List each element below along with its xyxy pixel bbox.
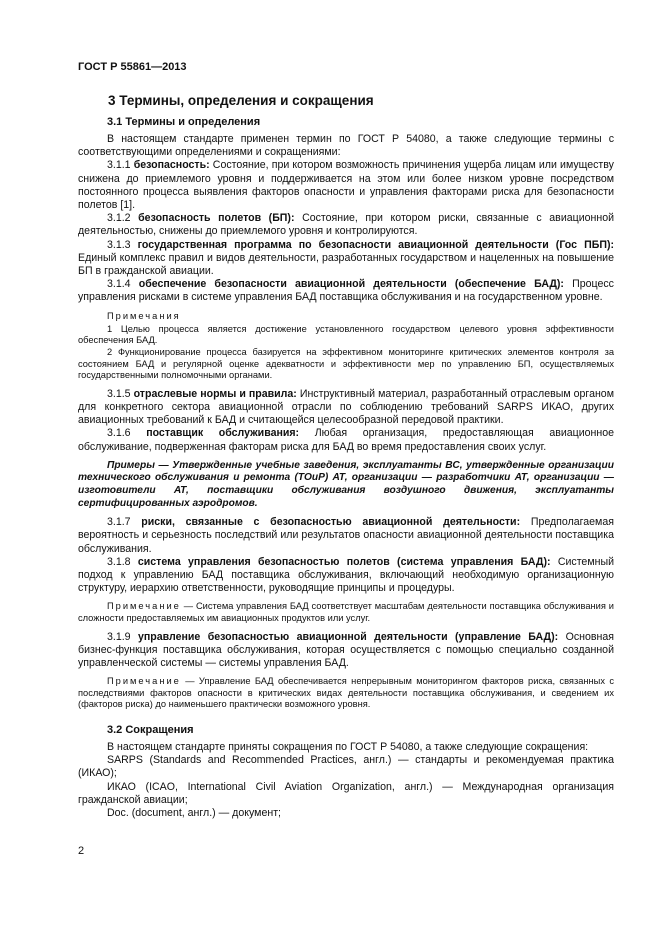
term-entry — [78, 159, 614, 212]
term-entry — [78, 239, 614, 279]
term-number: 3.1.9 — [107, 630, 131, 643]
term-number: 3.1.4 — [107, 278, 131, 291]
term-definition: Предполагаемая вероятность и серьезность последствий или результатов опасности авиационной деятельности поставщика обслуживания. — [78, 516, 614, 555]
examples-paragraph: Примеры — Утвержденные учебные заведения, эксплуатанты ВС, утвержденные организации технического обслуживания и ремонта (ТОиР) АТ, организации — разработчики АТ, организации — изготовители АТ, поставщики обслуживания воздушного движения, эксплуатанты сертифицированных аэродромов. — [78, 459, 614, 509]
term-title: безопасность: — [133, 159, 210, 172]
term-number: 3.1.2 — [107, 212, 131, 225]
term-entry — [78, 516, 614, 556]
term-definition: Основная бизнес-функция поставщика обслуживания, которая осуществляется с помощью специально созданной управленческой системы — системы управления БАД. — [78, 630, 614, 670]
page-number: 2 — [78, 845, 85, 857]
term-entry — [78, 556, 614, 596]
note-text: — Система управления БАД соответствует масштабам деятельности поставщика обслуживания и сложности предоставляемых им авиационных продуктов или услуг. — [78, 601, 614, 624]
term-title: государственная программа по безопасности авиационной деятельности (Гос ПБП): — [137, 238, 614, 251]
term-definition: Состояние, при котором возможность причинения ущерба лицам или имуществу снижена до приемлемого уровня и поддерживается на этом или более низком уровне посредством постоянного процесса выявления факторов опасности и управления факторами риска для безопасности полетов [1]. — [78, 159, 614, 212]
term-number: 3.1.1 — [107, 159, 131, 172]
section-title: 3 Термины, определения и сокращения — [108, 93, 374, 108]
intro-paragraph: В настоящем стандарте применен термин по ГОСТ Р 54080, а также следующие термины с соответствующими определениями и сокращениями: — [78, 133, 614, 159]
abbrev-item: Doc. (document, англ.) — документ; — [107, 807, 281, 820]
term-number: 3.1.5 — [107, 387, 131, 400]
term-number: 3.1.8 — [107, 555, 131, 568]
term-definition: Любая организация, предоставляющая авиационное обслуживание, подверженная факторам риска для БАД во время предоставления своих услуг. — [78, 427, 615, 453]
abbrev-item: ИКАО (ICAO, International Civil Aviation Organization, англ.) — Международная организация гражданской авиации; — [78, 780, 614, 806]
term-number: 3.1.6 — [107, 427, 131, 440]
subsection-title: 3.2 Сокращения — [107, 724, 194, 736]
term-title: поставщик обслуживания: — [146, 427, 300, 440]
term-number: 3.1.7 — [107, 516, 131, 529]
term-definition: Единый комплекс правил и видов деятельности, разработанных государством и нацеленных на повышение БП в гражданской авиации. — [78, 251, 614, 278]
term-entry — [78, 427, 614, 453]
abbrev-intro: В настоящем стандарте приняты сокращения по ГОСТ Р 54080, а также следующие сокращения: — [107, 741, 589, 753]
term-number: 3.1.3 — [107, 238, 131, 251]
term-entry — [78, 388, 614, 428]
term-title: система управления безопасностью полетов (система управления БАД): — [137, 555, 551, 568]
note-item — [78, 601, 614, 624]
term-definition: Инструктивный материал, разработанный отраслевым органом для конкретного сектора авиационной отрасли по соблюдению требований SARPS ИКАО, других авиационных требований к БАД и считающейся целесообразной передовой практики. — [78, 387, 614, 427]
page-content — [78, 93, 614, 820]
note-label: Примечание — [107, 601, 181, 612]
term-entry — [78, 278, 614, 304]
term-definition: Системный подход к управлению БАД поставщика обслуживания, включающий необходимую организационную структуру, иерархию ответственности, руководящие принципы и процедуры. — [78, 555, 614, 595]
term-definition: Процесс управления рисками в системе управления БАД поставщика обслуживания и на государственном уровне. — [78, 278, 614, 304]
notes-heading: Примечания — [107, 310, 181, 321]
note-label: Примечание — [107, 676, 181, 687]
document-id: ГОСТ Р 55861—2013 — [78, 61, 187, 73]
term-title: риски, связанные с безопасностью авиационной деятельности: — [141, 516, 521, 529]
subsection-title: 3.1 Термины и определения — [107, 116, 261, 128]
note-item — [78, 676, 614, 711]
abbrev-item: SARPS (Standards and Recommended Practices, англ.) — стандарты и рекомендуемая практика (ИКАО); — [78, 754, 614, 780]
note-item: 1 Целью процесса является достижение установленного государством целевого уровня эффективности обеспечения БАД. — [78, 323, 614, 346]
term-entry — [78, 631, 614, 671]
term-title: безопасность полетов (БП): — [138, 212, 295, 225]
term-title: управление безопасностью авиационной деятельности (управление БАД): — [138, 630, 559, 643]
note-text: — Управление БАД обеспечивается непрерывным мониторингом факторов риска, связанных с последствиями факторов опасности в критических видах деятельности поставщика обслуживания, и сведением их (факторов риска) до наименьшего практически возможного уровня. — [78, 676, 614, 710]
term-title: отраслевые нормы и правила: — [133, 387, 297, 400]
term-definition: Состояние, при котором риски, связанные с авиационной деятельностью, снижены до приемлемого уровня и контролируются. — [78, 212, 615, 238]
note-item: 2 Функционирование процесса базируется на эффективном мониторинге критических элементов контроля за состоянием БАД и регулярной оценке адекватности и эффективности мер по управлению БП, осуществляемых государственными полномочными органами. — [78, 347, 614, 381]
term-title: обеспечение безопасности авиационной деятельности (обеспечение БАД): — [138, 278, 564, 291]
term-entry — [78, 212, 614, 238]
